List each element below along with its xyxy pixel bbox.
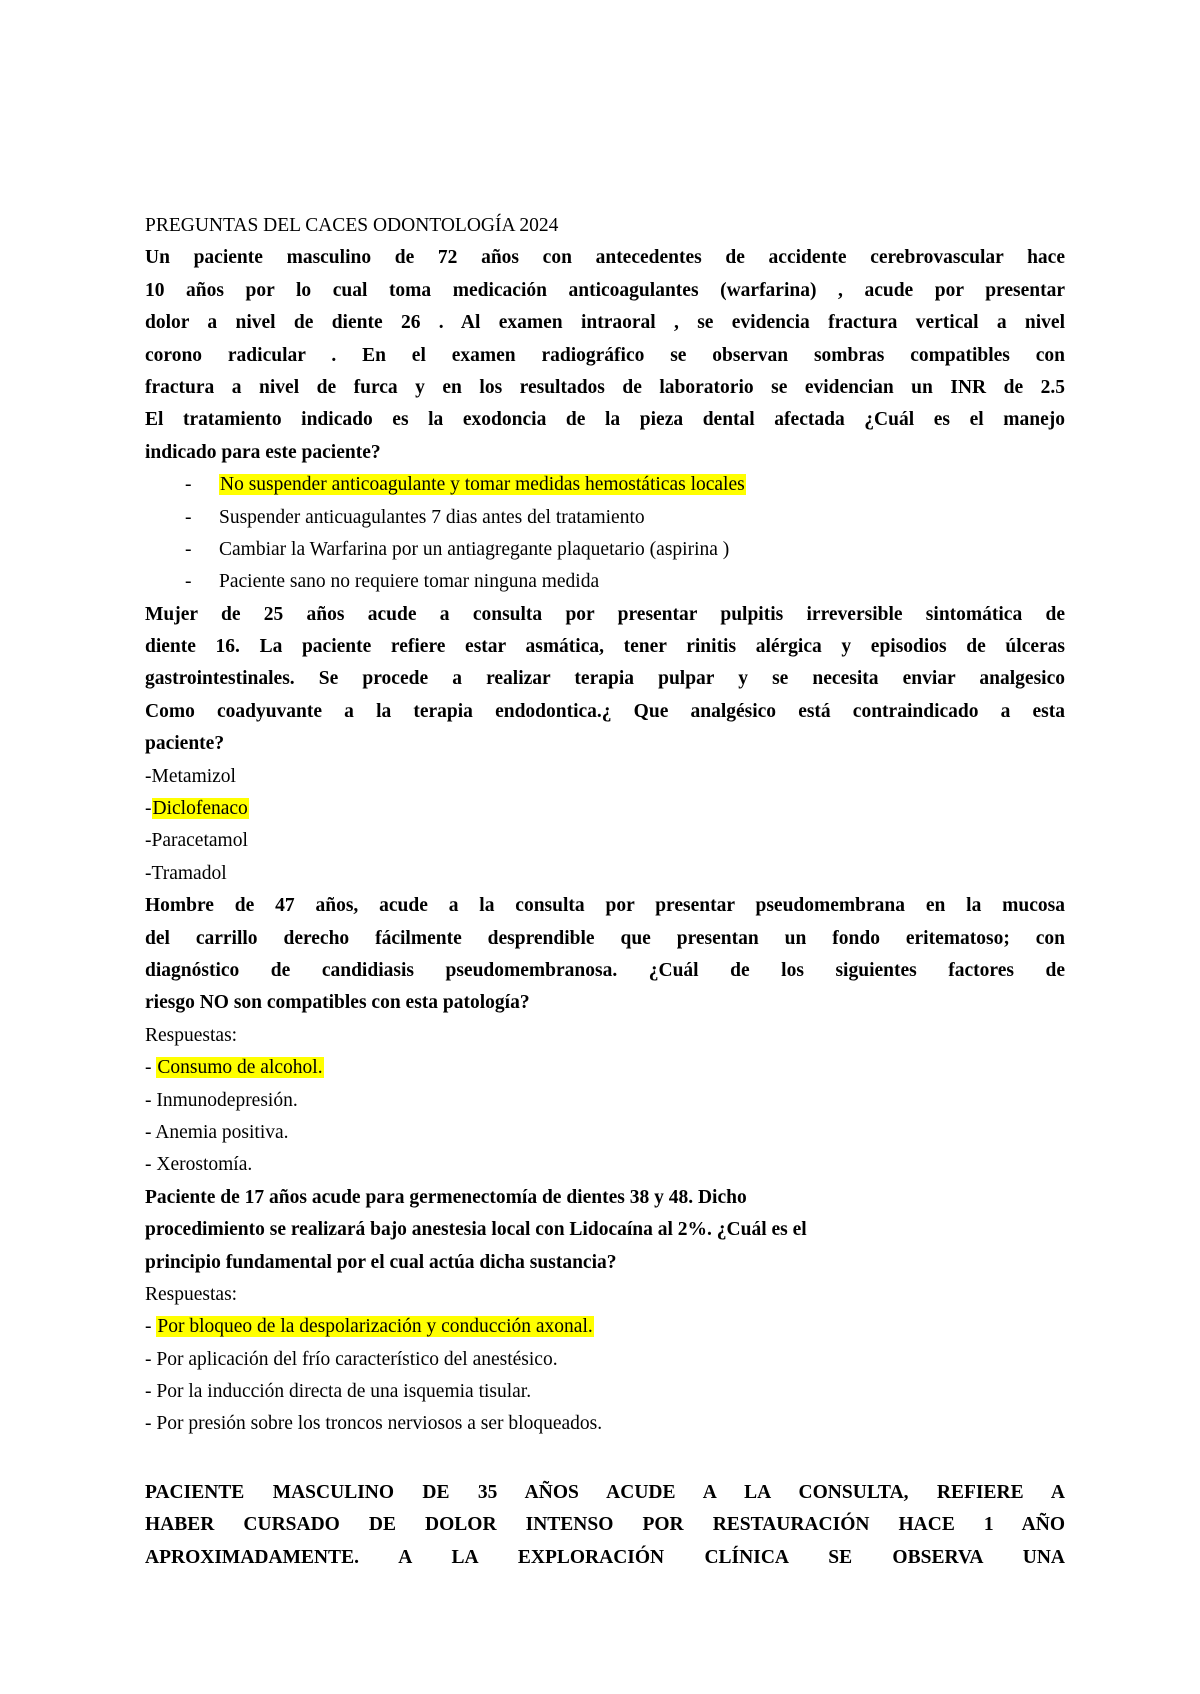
question-5 (145, 1477, 1065, 1574)
question-1 (145, 242, 1065, 598)
answer-option-text: Cambiar la Warfarina por un antiagregante plaquetario (aspirina ) (219, 538, 730, 560)
answer-option-text: Suspender anticuagulantes 7 dias antes del tratamiento (219, 506, 645, 528)
answer-option-text: Por presión sobre los troncos nerviosos a ser bloqueados. (156, 1413, 603, 1435)
answer-option: - Por aplicación del frío característico del anestésico. (145, 1348, 558, 1370)
answer-option: -Metamizol (145, 765, 236, 787)
answer-option: - Por la inducción directa de una isquemia tisular. (145, 1381, 532, 1403)
question-text-line: del carrillo derecho fácilmente desprendible que presentan un fondo eritematoso; con (145, 927, 1065, 949)
question-text-line: corono radicular . En el examen radiográfico se observan sombras compatibles con (145, 344, 1065, 366)
document-title: PREGUNTAS DEL CACES ODONTOLOGÍA 2024 (145, 215, 559, 236)
question-text-line: gastrointestinales. Se procede a realizar terapia pulpar y se necesita enviar analgesico (145, 668, 1065, 690)
bullet-dash: - (185, 474, 192, 496)
answer-option-text: Tramadol (151, 862, 227, 884)
answer-option (145, 534, 1065, 566)
answer-option-text: Por la inducción directa de una isquemia tisular. (156, 1381, 532, 1403)
question-4 (145, 1182, 1065, 1441)
answer-option-text: Diclofenaco (152, 798, 248, 820)
answer-option-text: Consumo de alcohol. (157, 1057, 323, 1079)
question-text-line: riesgo NO son compatibles con esta patología? (145, 992, 530, 1014)
question-text-line: Un paciente masculino de 72 años con antecedentes de accidente cerebrovascular hace (145, 247, 1065, 269)
answer-option: - Anemia positiva. (145, 1121, 289, 1143)
answer-option-text: Xerostomía. (156, 1154, 253, 1176)
question-text-line: Como coadyuvante a la terapia endodontica.¿ Que analgésico está contraindicado a esta (145, 700, 1065, 722)
answer-option (145, 502, 1065, 534)
question-text-line: Hombre de 47 años, acude a la consulta por presentar pseudomembrana en la mucosa (145, 895, 1065, 917)
question-text-line: paciente? (145, 733, 225, 755)
answer-option-correct: -Diclofenaco (145, 798, 248, 820)
question-text-line: dolor a nivel de diente 26 . Al examen intraoral , se evidencia fractura vertical a nivel (145, 312, 1065, 334)
answer-option-text: Inmunodepresión. (156, 1089, 298, 1111)
question-text-line: diagnóstico de candidiasis pseudomembranosa. ¿Cuál de los siguientes factores de (145, 959, 1065, 981)
question-text-line: diente 16. La paciente refiere estar asmática, tener rinitis alérgica y episodios de úlceras (145, 636, 1065, 658)
answer-option: -Tramadol (145, 862, 227, 884)
question-text-line: indicado para este paciente? (145, 441, 381, 463)
answer-option-text: No suspender anticoagulante y tomar medidas hemostáticas locales (220, 474, 745, 496)
answer-option: - Por presión sobre los troncos nerviosos a ser bloqueados. (145, 1413, 603, 1435)
question-text-line: El tratamiento indicado es la exodoncia de la pieza dental afectada ¿Cuál es el manejo (145, 409, 1065, 431)
document-page (145, 210, 1065, 1574)
question-2 (145, 599, 1065, 891)
question-3 (145, 890, 1065, 1182)
paragraph-spacer (145, 1441, 1065, 1477)
answer-option: - Xerostomía. (145, 1154, 253, 1176)
question-text-line: Mujer de 25 años acude a consulta por presentar pulpitis irreversible sintomática de (145, 603, 1065, 625)
answer-option-text: Metamizol (151, 765, 236, 787)
question-text-line: APROXIMADAMENTE. A LA EXPLORACIÓN CLÍNICA SE OBSERVA UNA (145, 1546, 1065, 1568)
question-text-line: principio fundamental por el cual actúa dicha sustancia? (145, 1251, 617, 1273)
answer-option: - Inmunodepresión. (145, 1089, 298, 1111)
bullet-dash: - (185, 506, 192, 528)
answers-label: Respuestas: (145, 1283, 238, 1305)
question-text-line: Paciente de 17 años acude para germenectomía de dientes 38 y 48. Dicho (145, 1186, 747, 1208)
answer-option: -Paracetamol (145, 830, 248, 852)
answer-option-correct: - Consumo de alcohol. (145, 1057, 323, 1079)
question-text-line: procedimiento se realizará bajo anestesia local con Lidocaína al 2%. ¿Cuál es el (145, 1219, 807, 1241)
answer-option-correct: - Por bloqueo de la despolarización y conducción axonal. (145, 1316, 593, 1338)
answer-option (145, 566, 1065, 598)
answer-option-correct (145, 469, 1065, 501)
bullet-dash: - (185, 571, 192, 593)
question-text-line: PACIENTE MASCULINO DE 35 AÑOS ACUDE A LA CONSULTA, REFIERE A (145, 1481, 1065, 1503)
answer-option-text: Paracetamol (151, 830, 248, 852)
answers-label: Respuestas: (145, 1024, 238, 1046)
question-text-line: HABER CURSADO DE DOLOR INTENSO POR RESTAURACIÓN HACE 1 AÑO (145, 1514, 1065, 1536)
answer-option-text: Por bloqueo de la despolarización y conducción axonal. (157, 1316, 593, 1338)
question-text-line: 10 años por lo cual toma medicación anticoagulantes (warfarina) , acude por presentar (145, 279, 1065, 301)
question-text-line: fractura a nivel de furca y en los resultados de laboratorio se evidencian un INR de 2.5 (145, 376, 1065, 398)
answer-option-text: Paciente sano no requiere tomar ninguna medida (219, 571, 600, 593)
bullet-dash: - (185, 538, 192, 560)
answer-option-text: Anemia positiva. (155, 1121, 289, 1143)
answer-option-text: Por aplicación del frío característico del anestésico. (156, 1348, 558, 1370)
